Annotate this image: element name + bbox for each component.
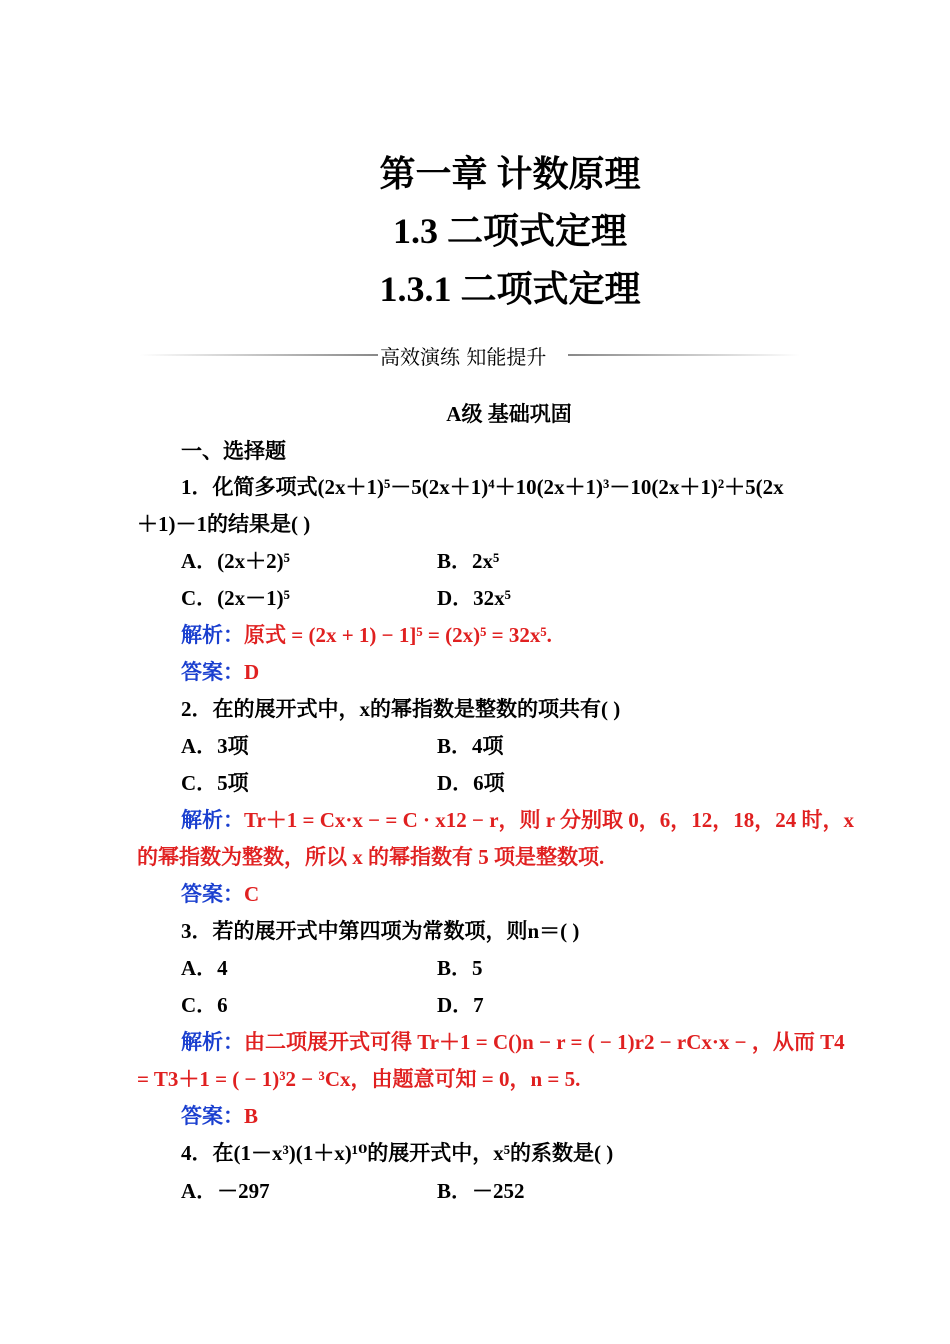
q3-option-a: A．4 — [181, 956, 228, 980]
q1-option-a: A．(2x＋2)⁵ — [181, 549, 290, 573]
q1-option-d: D．32x⁵ — [437, 586, 511, 610]
banner-right-rule — [568, 354, 800, 356]
banner-left-rule — [140, 354, 378, 356]
banner — [140, 341, 800, 367]
q1-explanation — [181, 619, 552, 649]
q3-explanation-line2: = T3＋1 = ( − 1)³2 − ³Cx，由题意可知 = 0，n = 5. — [137, 1067, 581, 1091]
q3-explanation-text1: 由二项展开式可得 Tr＋1 = C()n − r = ( − 1)r2 − rCx·x − ，从而 T4 — [244, 1030, 845, 1054]
q2-option-b: B．4项 — [437, 734, 504, 758]
q2-explanation-text1: Tr＋1 = Cx·x − = C · x12 − r，则 r 分别取 0，6，12，18，24 时，x — [244, 808, 854, 832]
q3-explanation-line1 — [181, 1026, 845, 1056]
q2-option-c: C．5项 — [181, 771, 249, 795]
q2-option-a: A．3项 — [181, 734, 249, 758]
q2-explanation-label: 解析： — [181, 808, 244, 832]
q3-explanation-label: 解析： — [181, 1030, 244, 1054]
q2-answer — [181, 878, 259, 908]
subsection-title: 1.3.1 二项式定理 — [379, 269, 641, 309]
q2-explanation-line2: 的幂指数为整数，所以 x 的幂指数有 5 项是整数项. — [137, 845, 605, 869]
q1-option-c: C．(2x－1)⁵ — [181, 586, 290, 610]
q3-stem: 3．若的展开式中第四项为常数项，则n＝( ) — [181, 919, 580, 943]
banner-text: 高效演练 知能提升 — [380, 345, 547, 369]
q4-option-b: B．－252 — [437, 1179, 525, 1203]
q1-stem-line2: ＋1)－1的结果是( ) — [137, 512, 311, 536]
q1-answer-value: D — [244, 660, 260, 684]
q1-stem-line1: 1．化简多项式(2x＋1)⁵－5(2x＋1)⁴＋10(2x＋1)³－10(2x＋1)²＋5(2x — [181, 475, 784, 499]
q4-stem: 4．在(1－x³)(1＋x)¹⁰的展开式中，x⁵的系数是( ) — [181, 1141, 614, 1165]
q3-answer — [181, 1100, 258, 1130]
chapter-title: 第一章 计数原理 — [379, 154, 641, 194]
q3-answer-label: 答案： — [181, 1104, 244, 1128]
q2-answer-label: 答案： — [181, 882, 244, 906]
q1-answer — [181, 656, 259, 686]
q2-stem: 2．在的展开式中，x的幂指数是整数的项共有( ) — [181, 697, 621, 721]
part-heading: 一、选择题 — [181, 439, 286, 463]
q1-explanation-text: 原式 = (2x + 1) − 1]⁵ = (2x)⁵ = 32x⁵. — [244, 623, 552, 647]
q3-option-b: B．5 — [437, 956, 483, 980]
q2-answer-value: C — [244, 882, 260, 906]
q1-explanation-label: 解析： — [181, 623, 244, 647]
q4-option-a: A．－297 — [181, 1179, 270, 1203]
level-heading: A级 基础巩固 — [446, 402, 572, 426]
q3-option-d: D．7 — [437, 993, 484, 1017]
q3-option-c: C．6 — [181, 993, 228, 1017]
q1-option-b: B．2x⁵ — [437, 549, 500, 573]
q1-answer-label: 答案： — [181, 660, 244, 684]
q2-explanation-line1 — [181, 804, 854, 834]
section-title: 1.3 二项式定理 — [392, 211, 627, 251]
q2-option-d: D．6项 — [437, 771, 505, 795]
q3-answer-value: B — [244, 1104, 259, 1128]
